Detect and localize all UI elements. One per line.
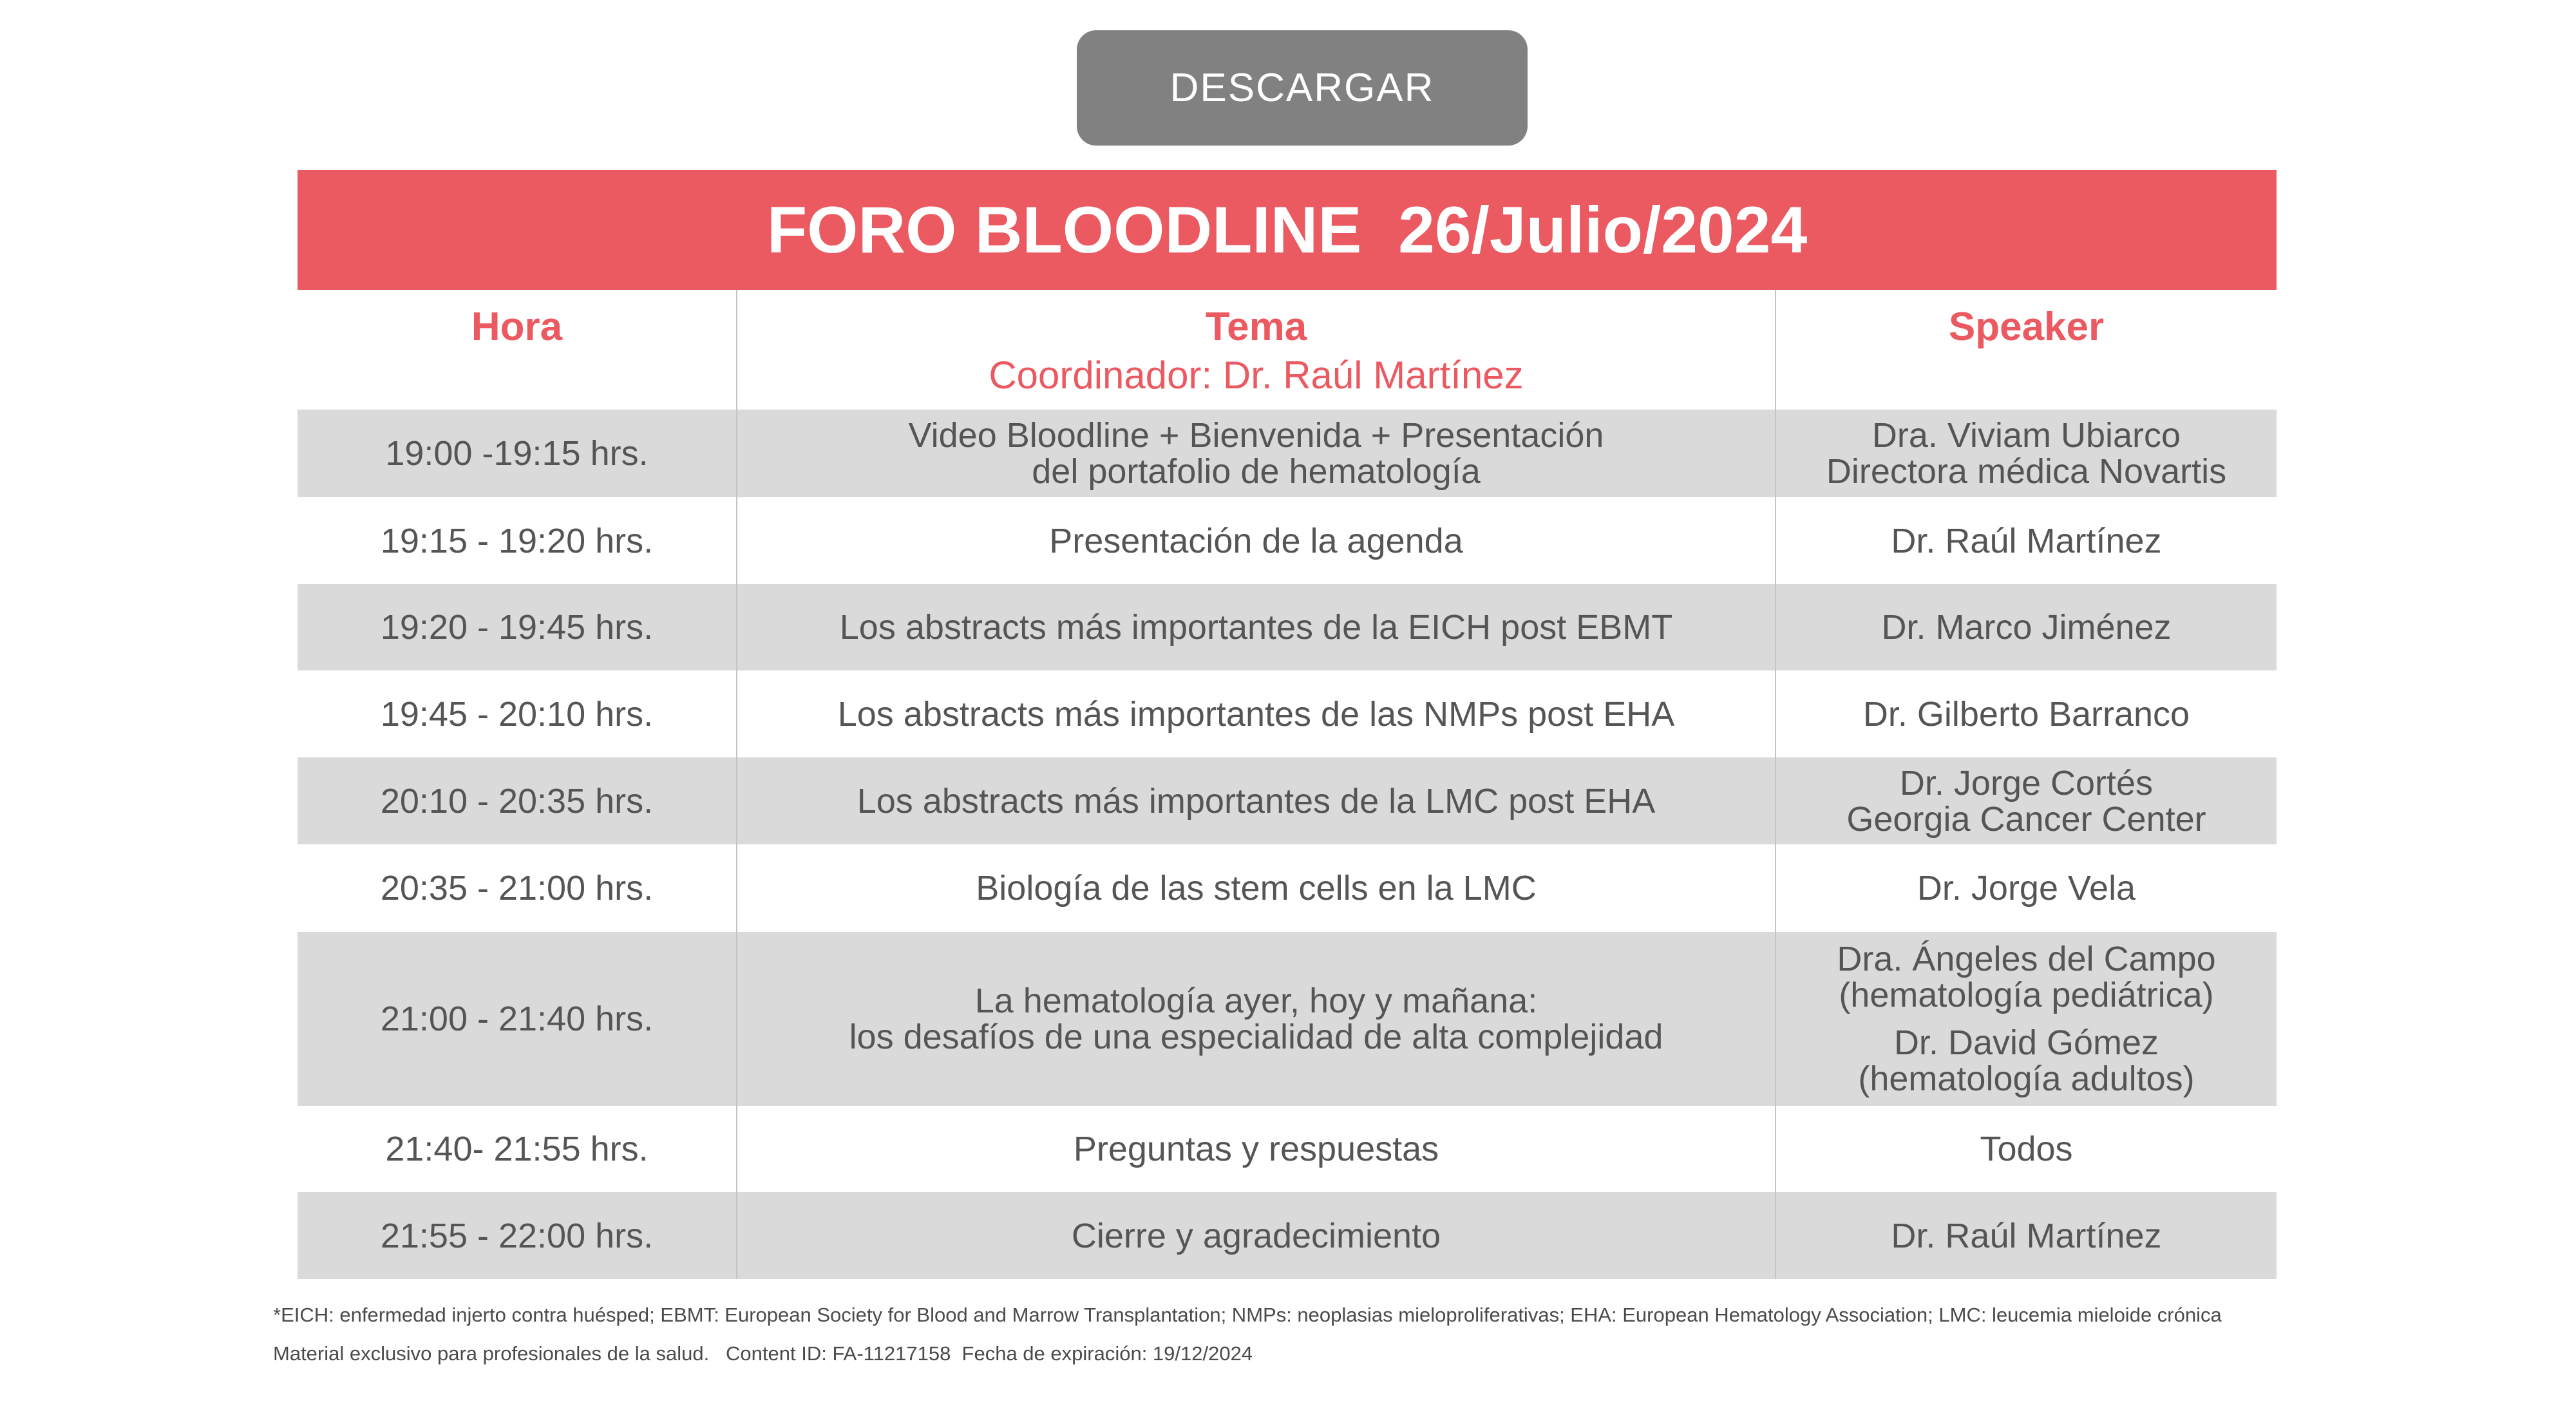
footer-notes	[273, 1296, 2222, 1373]
speaker-line: Dr. Raúl Martínez	[1891, 1216, 2162, 1255]
topic-cell	[736, 1192, 1775, 1279]
speaker-line: Directora médica Novartis	[1826, 452, 2227, 491]
speaker-cell	[1775, 584, 2277, 670]
speaker-line: Dr. Jorge Vela	[1917, 869, 2136, 907]
time-text: 20:35 - 21:00 hrs.	[380, 869, 654, 907]
topic-cell	[736, 844, 1775, 932]
speaker-cell	[1775, 1106, 2277, 1192]
speaker-cell	[1775, 410, 2277, 497]
time-text: 20:10 - 20:35 hrs.	[380, 781, 654, 821]
time-cell	[298, 757, 736, 844]
speaker-line: Dr. David Gómez	[1893, 1023, 2159, 1062]
header-tema	[736, 290, 1775, 410]
download-button[interactable]: DESCARGAR	[1077, 30, 1528, 146]
table-row	[298, 670, 2277, 757]
speaker-line: Dra. Ángeles del Campo	[1837, 940, 2216, 978]
topic-line: Cierre y agradecimiento	[1071, 1216, 1441, 1255]
table-row	[298, 1106, 2277, 1192]
time-text: 21:00 - 21:40 hrs.	[380, 1000, 654, 1038]
speaker-line: (hematología pediátrica)	[1839, 976, 2214, 1014]
header-speaker-label: Speaker	[1948, 305, 2105, 349]
table-header-row	[298, 290, 2277, 410]
topic-cell	[736, 757, 1775, 844]
time-text: 19:20 - 19:45 hrs.	[380, 608, 654, 647]
speaker-cell	[1775, 1192, 2277, 1279]
topic-cell	[736, 932, 1775, 1106]
time-cell	[298, 584, 736, 670]
topic-line: Presentación de la agenda	[1049, 521, 1463, 560]
speaker-line: Georgia Cancer Center	[1846, 799, 2206, 839]
time-cell	[298, 1106, 736, 1192]
topic-line: los desafíos de una especialidad de alta complejidad	[849, 1018, 1663, 1056]
disclaimer: Material exclusivo para profesionales de la salud. Content ID: FA-11217158 Fecha de expiración: 19/12/2024	[273, 1342, 1253, 1365]
speaker-cell	[1775, 844, 2277, 932]
schedule-rows	[298, 410, 2277, 1279]
topic-cell	[736, 584, 1775, 670]
table-row	[298, 844, 2277, 932]
topic-cell	[736, 1106, 1775, 1192]
topic-line: Preguntas y respuestas	[1073, 1130, 1439, 1168]
speaker-line: Dr. Marco Jiménez	[1881, 608, 2172, 647]
speaker-cell	[1775, 757, 2277, 844]
table-row	[298, 932, 2277, 1106]
topic-line: del portafolio de hematología	[1032, 452, 1481, 491]
speaker-line: Dra. Viviam Ubiarco	[1871, 416, 2181, 455]
time-cell	[298, 1192, 736, 1279]
time-cell	[298, 497, 736, 584]
header-hora-label: Hora	[471, 305, 563, 349]
time-text: 19:45 - 20:10 hrs.	[380, 694, 654, 734]
topic-cell	[736, 410, 1775, 497]
speaker-line: Dr. Raúl Martínez	[1891, 521, 2162, 560]
speaker-cell	[1775, 497, 2277, 584]
footnote: *EICH: enfermedad injerto contra huésped; EBMT: European Society for Blood and Marrow Transplantation; NMPs: neoplasias mieloproliferativas; EHA: European Hematology Association; LMC: leucemia mieloide crónica	[273, 1304, 2222, 1326]
topic-cell	[736, 497, 1775, 584]
topic-line: Video Bloodline + Bienvenida + Presentación	[908, 416, 1604, 455]
time-cell	[298, 410, 736, 497]
table-row	[298, 497, 2277, 584]
header-speaker	[1775, 290, 2277, 410]
speaker-line: Dr. Jorge Cortés	[1899, 763, 2154, 802]
header-hora	[298, 290, 736, 410]
time-text: 19:00 -19:15 hrs.	[385, 434, 649, 473]
header-tema-label: Tema	[1205, 305, 1307, 349]
speaker-line: (hematología adultos)	[1858, 1059, 2195, 1098]
table-row	[298, 1192, 2277, 1279]
topic-line: Los abstracts más importantes de la LMC post EHA	[857, 781, 1656, 821]
coordinator-label: Coordinador: Dr. Raúl Martínez	[989, 354, 1524, 397]
speaker-line: Todos	[1980, 1130, 2073, 1168]
time-cell	[298, 670, 736, 757]
topic-line: Biología de las stem cells en la LMC	[976, 869, 1537, 907]
topic-line: Los abstracts más importantes de las NMPs post EHA	[837, 694, 1675, 734]
time-cell	[298, 844, 736, 932]
schedule-table	[298, 290, 2277, 1279]
topic-line: Los abstracts más importantes de la EICH post EBMT	[839, 608, 1673, 647]
time-cell	[298, 932, 736, 1106]
time-text: 21:55 - 22:00 hrs.	[380, 1216, 654, 1255]
speaker-cell	[1775, 670, 2277, 757]
speaker-line: Dr. Gilberto Barranco	[1862, 694, 2190, 734]
topic-line: La hematología ayer, hoy y mañana:	[974, 982, 1538, 1020]
time-text: 21:40- 21:55 hrs.	[385, 1130, 649, 1168]
topic-cell	[736, 670, 1775, 757]
table-row	[298, 584, 2277, 670]
time-text: 19:15 - 19:20 hrs.	[380, 521, 654, 560]
speaker-cell	[1775, 932, 2277, 1106]
event-title-banner: FORO BLOODLINE 26/Julio/2024	[298, 170, 2277, 290]
table-row	[298, 757, 2277, 844]
table-row	[298, 410, 2277, 497]
